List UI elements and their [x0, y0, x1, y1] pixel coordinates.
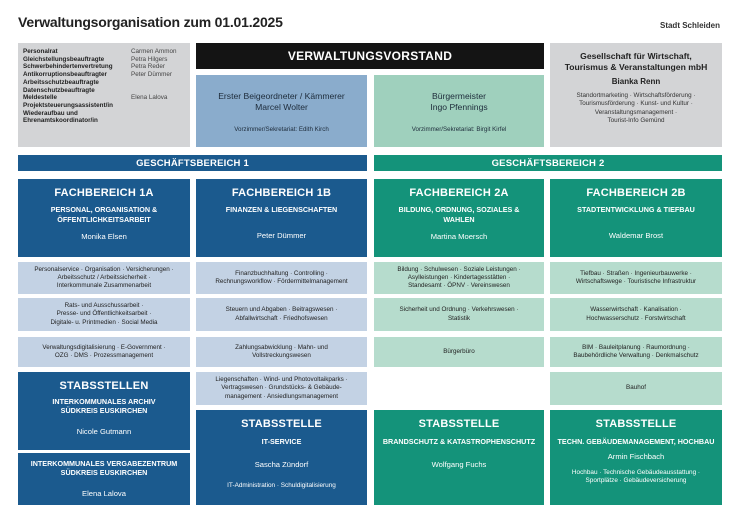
stabsstelle-it — [196, 410, 367, 505]
stabsstelle-brandschutz — [374, 410, 544, 505]
fachbereich-2a-person: Martina Moersch — [430, 232, 488, 241]
beigeordneter-box — [196, 75, 367, 147]
it-sub: IT-SERVICE — [261, 437, 302, 446]
vorstand-banner: VERWALTUNGSVORSTAND — [196, 43, 544, 69]
roles-panel — [18, 43, 190, 147]
fachbereich-2b-person: Waldemar Brost — [608, 231, 664, 240]
fachbereich-1a-head: FACHBEREICH 1A — [54, 187, 154, 199]
it-head: STABSSTELLE — [241, 418, 322, 430]
fachbereich-1b-head: FACHBEREICH 1B — [231, 187, 332, 199]
task-box: Verwaltungsdigitalisierung · E-Government · OZG · DMS · Prozessmanagement — [18, 337, 190, 367]
fachbereich-1b-sub: FINANZEN & LIEGENSCHAFTEN — [225, 205, 338, 214]
fachbereich-1a — [18, 179, 190, 257]
fachbereich-2a — [374, 179, 544, 257]
role-row: Wiederaufbau und — [23, 109, 78, 117]
brandschutz-sub: BRANDSCHUTZ & KATASTROPHENSCHUTZ — [382, 437, 536, 446]
task-box: Bürgerbüro — [374, 337, 544, 367]
fachbereich-2b-sub: STADTENTWICKLUNG & TIEFBAU — [577, 205, 695, 214]
role-row: Arbeitsschutzbeauftragte — [23, 78, 99, 86]
task-box: Personalservice · Organisation · Versicherungen · Arbeitsschutz / Arbeitssicherheit · Interkommunale Zusammenarbeit — [18, 262, 190, 294]
fachbereich-2b — [550, 179, 722, 257]
task-box: Sicherheit und Ordnung · Verkehrswesen · Statistik — [374, 298, 544, 331]
stabsstellen-vergabe — [18, 453, 190, 505]
page-title: Verwaltungsorganisation zum 01.01.2025 — [18, 14, 283, 30]
gesellschaft-title-line2: Tourismus & Veranstaltungen mbH — [564, 62, 708, 72]
stabsstelle-gebaeudemanagement — [550, 410, 722, 505]
role-row: Schwerbehindertenvertretung Petra Reder — [23, 63, 165, 71]
gesellschaft-person: Bianka Renn — [611, 77, 661, 86]
geschaeftsbereich-2: GESCHÄFTSBEREICH 2 — [374, 155, 722, 171]
gesellschaft-box — [550, 43, 722, 147]
archiv-title: INTERKOMMUNALES ARCHIV SÜDKREIS EUSKIRCHEN — [52, 397, 156, 415]
city-name: Stadt Schleiden — [659, 21, 720, 30]
task-box: Liegenschaften · Wind- und Photovoltaikparks · Vertragswesen · Grundstücks- & Gebäude- management · Ansiedlungsmanagement — [196, 372, 367, 405]
brandschutz-head: STABSSTELLE — [418, 418, 500, 430]
vergabe-person: Elena Lalova — [82, 489, 126, 498]
task-box: Finanzbuchhaltung · Controlling · Rechnungsworkflow · Fördermittelmanagement — [196, 262, 367, 294]
beigeordneter-secretary: Vorzimmer/Sekretariat: Edith Kirch — [234, 126, 329, 133]
it-desc: IT-Administration · Schuldigitalisierung — [227, 482, 336, 489]
role-row: Gleichstellungsbeauftragte Petra Hilgers — [23, 55, 168, 63]
buergermeister-title: Bürgermeister — [432, 91, 486, 101]
gebaeude-head: STABSSTELLE — [595, 418, 677, 430]
stabsstellen-head: STABSSTELLEN — [59, 380, 149, 392]
role-row: Ehrenamtskoordinator/in — [23, 117, 98, 125]
task-box: Bauhof — [550, 372, 722, 405]
beigeordneter-name: Marcel Wolter — [255, 102, 308, 112]
fachbereich-2b-head: FACHBEREICH 2B — [586, 187, 686, 199]
gesellschaft-desc: Standortmarketing · Wirtschaftsförderung · Tourismusförderung · Kunst- und Kultur · Veranstaltungsmanagement · Tourist-Info Gemünd — [576, 92, 696, 124]
brandschutz-person: Wolfgang Fuchs — [431, 460, 487, 469]
task-box: Rats- und Ausschussarbeit · Presse- und Öffentlichkeitsarbeit · Digitale- u. Printmedien · Social Media — [18, 298, 190, 331]
role-row: Personalrat Carmen Ammon — [23, 48, 177, 55]
beigeordneter-title: Erster Beigeordneter / Kämmerer — [218, 91, 345, 101]
task-box: Wasserwirtschaft · Kanalisation · Hochwasserschutz · Forstwirtschaft — [550, 298, 722, 331]
task-box: Bildung · Schulwesen · Soziale Leistungen · Asylleistungen · Kindertagesstätten · Standesamt · ÖPNV · Vereinswesen — [374, 262, 544, 294]
role-row: Projektsteuerungsassistent/in — [23, 101, 113, 109]
task-box: BIM · Bauleitplanung · Raumordnung · Baubehördliche Verwaltung · Denkmalschutz — [550, 337, 722, 367]
fachbereich-1a-person: Monika Elsen — [81, 232, 127, 241]
gebaeude-sub: TECHN. GEBÄUDEMANAGEMENT, HOCHBAU — [557, 437, 715, 446]
task-box: Tiefbau · Straßen · Ingenieurbauwerke · Wirtschaftswege · Touristische Infrastruktur — [550, 262, 722, 294]
fachbereich-1a-sub: PERSONAL, ORGANISATION & ÖFFENTLICHKEITSARBEIT — [50, 205, 158, 224]
geschaeftsbereich-1: GESCHÄFTSBEREICH 1 — [18, 155, 367, 171]
fachbereich-2a-head: FACHBEREICH 2A — [409, 187, 509, 199]
task-box: Zahlungsabwicklung · Mahn- und Vollstreckungswesen — [196, 337, 367, 367]
fachbereich-1b — [196, 179, 367, 257]
buergermeister-box — [374, 75, 544, 147]
buergermeister-secretary: Vorzimmer/Sekretariat: Birgit Kirfel — [411, 126, 507, 133]
role-row: Antikorruptionsbeauftragter Peter Dümmer — [23, 71, 172, 79]
fachbereich-2a-sub: BILDUNG, ORDNUNG, SOZIALES & WAHLEN — [398, 205, 520, 224]
role-row: Datenschutzbeauftragte — [23, 86, 95, 94]
fachbereich-1b-person: Peter Dümmer — [256, 231, 307, 240]
gebaeude-desc: Hochbau · Technische Gebäudeausstattung · Sportplätze · Gebäudeversicherung — [571, 469, 701, 485]
gesellschaft-title-line1: Gesellschaft für Wirtschaft, — [580, 51, 692, 61]
task-box: Steuern und Abgaben · Beitragswesen · Abfallwirtschaft · Friedhofswesen — [196, 298, 367, 331]
vergabe-title: INTERKOMMUNALES VERGABEZENTRUM SÜDKREIS EUSKIRCHEN — [30, 459, 178, 477]
gebaeude-person: Armin Fischbach — [607, 452, 665, 461]
stabsstellen-archiv — [18, 372, 190, 450]
role-row: Meldestelle Elena Lalova — [23, 94, 168, 102]
it-person: Sascha Zündorf — [254, 460, 309, 469]
buergermeister-name: Ingo Pfennings — [430, 102, 488, 112]
archiv-person: Nicole Gutmann — [76, 427, 132, 436]
